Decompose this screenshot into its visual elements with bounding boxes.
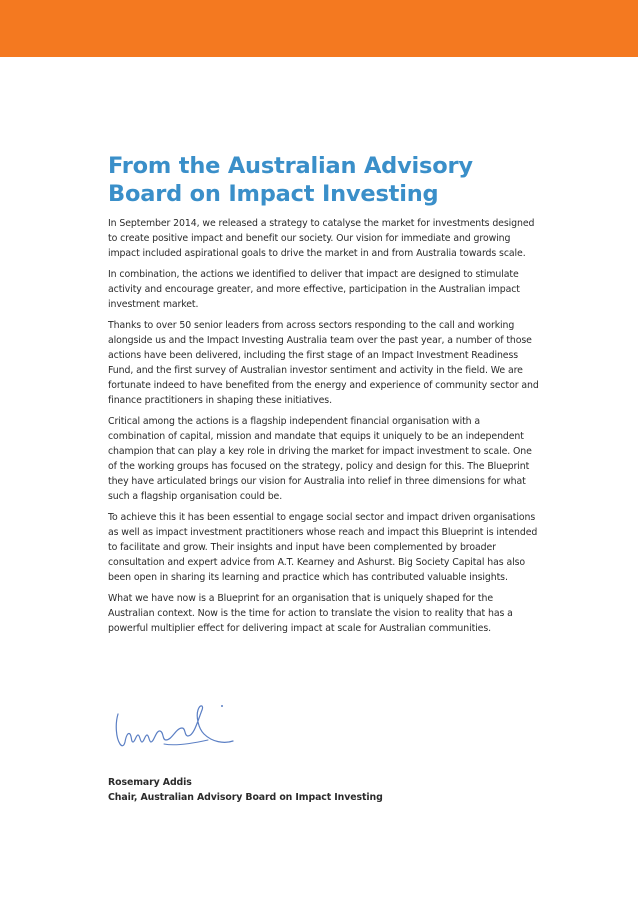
paragraph-3: Thanks to over 50 senior leaders from across sectors responding to the call and working alongside us and the Impact Investing Australia team over the past year, a number of those actions have been delivered, including the first stage of an Impact Investment Readiness Fund, and the first survey of Australian investor sentiment and activity in the field. We are fortunate indeed to have benefited from the energy and experience of community sector and finance practitioners in shaping these initiatives. xyxy=(108,320,539,406)
handwritten-signature xyxy=(112,700,238,760)
paragraph-6: What we have now is a Blueprint for an organisation that is uniquely shaped for the Australian context. Now is the time for action to translate the vision to reality that has a powerful multiplier effect for delivering impact at scale for Australian communities. xyxy=(108,593,513,634)
letter-body xyxy=(108,152,540,642)
paragraph-2: In combination, the actions we identified to deliver that impact are designed to stimulate activity and encourage greater, and more effective, participation in the Australian impact investment market. xyxy=(108,269,520,310)
paragraph-4: Critical among the actions is a flagship independent financial organisation with a combination of capital, mission and mandate that equips it uniquely to be an independent champion that can play a key role in driving the market for impact investment to scale. One of the working groups has focused on the strategy, policy and design for this. The Blueprint they have articulated brings our vision for Australia into relief in three dimensions for what such a flagship organisation could be. xyxy=(108,416,532,502)
paragraph-5: To achieve this it has been essential to engage social sector and impact driven organisations as well as impact investment practitioners whose reach and impact this Blueprint is intended to facilitate and grow. Their insights and input have been complemented by broader consultation and expert advice from A.T. Kearney and Ashurst. Big Society Capital has also been open in sharing its learning and practice which has contributed valuable insights. xyxy=(108,512,538,583)
signatory-title: Chair, Australian Advisory Board on Impact Investing xyxy=(108,792,383,803)
header-color-band xyxy=(0,0,638,57)
page-title: From the Australian Advisory Board on Impact Investing xyxy=(108,153,473,207)
signatory-name: Rosemary Addis xyxy=(108,777,192,788)
paragraph-1: In September 2014, we released a strategy to catalyse the market for investments designed to create positive impact and benefit our society. Our vision for immediate and growing impact included aspirational goals to drive the market in and from Australia towards scale. xyxy=(108,218,535,259)
